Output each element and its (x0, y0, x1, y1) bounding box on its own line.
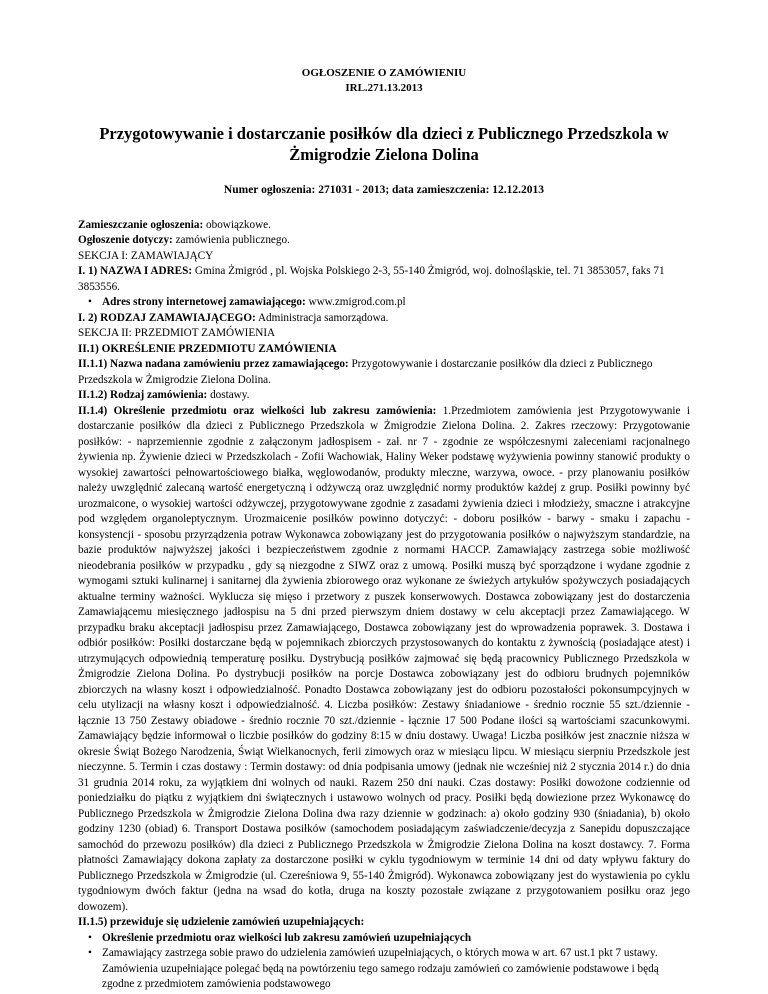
field-value: dostawy. (207, 389, 250, 401)
notice-reference: IRL.271.13.2013 (345, 82, 423, 94)
section-heading: SEKCJA I: ZAMAWIAJĄCY (78, 249, 214, 262)
supplementary-orders-list (78, 931, 690, 993)
field-label: II.1.2) Rodzaj zamówienia: (78, 389, 208, 401)
contract-type (78, 388, 690, 404)
website-link[interactable]: www.zmigrod.com.pl (305, 296, 406, 308)
subsection-heading (78, 342, 690, 358)
field-label: I. 1) NAZWA I ADRES: (78, 265, 193, 277)
field-label: I. 2) RODZAJ ZAMAWIAJĄCEGO: (78, 311, 256, 324)
field-value: zamówienia publicznego. (172, 234, 290, 246)
field-value: Gmina Żmigród , pl. Wojska Polskiego 2-3, 55-140 Żmigród, woj. dolnośląskie, tel. 71 3853057, faks 71 3853556. (78, 265, 665, 293)
publication-mode (78, 218, 690, 234)
subsection-heading (78, 915, 690, 931)
field-label: II.1.1) Nazwa nadana zamówieniu przez zamawiającego: (78, 358, 349, 370)
notice-number-date: Numer ogłoszenia: 271031 - 2013; data zamieszczenia: 12.12.2013 (223, 184, 545, 196)
field-label: Ogłoszenie dotyczy: (78, 234, 173, 246)
list-item-text: Zamawiający zastrzega sobie prawo do udzielenia zamówień uzupełniających, o których mowa w art. 67 ust.1 pkt 7 ustawy. Zamówienia uzupełniające polegać będą na powtórzeniu tego samego rodzaju zamówień co zamówienie podstawowe i będą zgodne z przedmiotem zamówienia podstawowego (102, 947, 659, 990)
list-item (102, 295, 690, 311)
notice-subject (78, 233, 690, 249)
contracting-authority-address (78, 264, 690, 295)
field-value: obowiązkowe. (203, 218, 271, 231)
contract-scope (78, 404, 690, 916)
page-title: Przygotowywanie i dostarczanie posiłków dla dzieci z Publicznego Przedszkola w Żmigrodzie Zielona Dolina (99, 124, 669, 164)
list-item-text: Określenie przedmiotu oraz wielkości lub zakresu zamówień uzupełniających (102, 931, 472, 944)
list-item (102, 946, 690, 993)
contract-name (78, 357, 690, 388)
notice-heading: OGŁOSZENIE O ZAMÓWIENIU (301, 67, 467, 79)
authority-type (78, 311, 690, 327)
field-value: Administracja samorządowa. (255, 311, 389, 324)
field-value: Przygotowywanie i dostarczanie posiłków dla dzieci z Publicznego Przedszkola w Żmigrodzie Zielona Dolina. (78, 358, 653, 386)
field-label: Adres strony internetowej zamawiającego: (102, 296, 306, 308)
field-label: Zamieszczanie ogłoszenia: (78, 218, 204, 231)
section-heading: SEKCJA II: PRZEDMIOT ZAMÓWIENIA (78, 327, 276, 339)
heading-text: II.1.5) przewiduje się udzielenie zamówień uzupełniających: (78, 916, 365, 928)
document-body (78, 218, 690, 993)
website-list (78, 295, 690, 311)
heading-text: II.1) OKREŚLENIE PRZEDMIOTU ZAMÓWIENIA (78, 342, 337, 355)
field-label: II.1.4) Określenie przedmiotu oraz wielkości lub zakresu zamówienia: (78, 404, 437, 417)
field-value: 1.Przedmiotem zamówienia jest Przygotowywanie i dostarczanie posiłków dla dzieci z Publicznego Przedszkola w Żmigrodzie Zielona Dolina. 2. Zakres rzeczowy: Przygotowanie posiłków: - naprzemiennie zgodnie z załączonym jadłospisem - zał. nr 7 - zgodnie ze współczesnymi zaleceniami racjonalnego żywienia np. Żywienie dzieci w Przedszkolach - Zofii Wachowiak, Haliny Weker podstawę wyżywienia powinny stanowić produkty o wysokiej zawartości pełnowartościowego białka, węglowodanów, produkty mleczne, warzywa, owoce. - przy planowaniu posiłków należy uwzględnić zalecaną wartość energetyczną i odżywczą oraz uwzględnić normy produktów każdej z grup. Posiłki powinny być urozmaicone, o wysokiej wartości odżywczej, przygotowywane zgodnie z zasadami żywienia dzieci i młodzieży, smaczne i atrakcyjne pod względem organoleptycznym. Urozmaicenie posiłków powinno dotyczyć: - doboru posiłków - barwy - smaku i zapachu - konsystencji - sposobu przyrządzenia potraw Wykonawca zobowiązany jest do przygotowania posiłków o najwyższym standardzie, na bazie produktów najwyższej jakości i bezpieczeństwem zgodnie z normami HACCP. Zamawiający zastrzega sobie możliwość nieodebrania posiłków w przypadku , gdy są niezgodne z SIWZ oraz z umową. Posiłki muszą być sporządzone i wydane zgodnie z wymogami sztuki kulinarnej i sanitarnej dla żywienia zbiorowego oraz wykonane ze świeżych artykułów spożywczych posiadających aktualne terminy ważności. Wyklucza się mięso i przetwory z puszek konserwowych. Dostawca zobowiązany jest do dostarczenia Zamawiającemu miesięcznego jadłospisu na 5 dni przed pierwszym dniem dostawy w celu akceptacji przez Zamawiającego. W przypadku braku akceptacji jadłospisu przez Zamawiającego, Dostawca zobowiązany jest do wprowadzenia poprawek. 3. Dostawa i odbiór posiłków: Posiłki dostarczane będą w pojemnikach zbiorczych przystosowanych do kontaktu z żywnością (posiadające atest) i utrzymujących odpowiednią temperaturę posiłku. Dystrybucją posiłków zajmować się będą pracownicy Publicznego Przedszkola w Żmigrodzie Zielona Dolina. Po dystrybucji posiłków na porcje Dostawca zobowiązany jest do odbioru brudnych pojemników zbiorczych na własny koszt i odpowiedzialność. Ponadto Dostawca zobowiązany jest do odbioru pozostałości pokonsumpcyjnych w celu utylizacji na własny koszt i odpowiedzialność. 4. Liczba posiłków: Zestawy śniadaniowe - średnio rocznie 55 szt./dziennie - łącznie 13 750 Zestawy obiadowe - średnio rocznie 70 szt./dziennie - łącznie 17 500 Podane ilości są wartościami szacunkowymi. Zamawiający będzie informował o liczbie posiłków do godziny 8:15 w dniu dostawy. Uwaga! Liczba posiłków jest znacznie niższa w okresie Świąt Bożego Narodzenia, Świąt Wielkanocnych, ferii zimowych oraz w miesiącu lipcu. W miesiącu sierpniu Przedszkole jest nieczynne. 5. Termin i czas dostawy : Termin dostawy: od dnia podpisania umowy (jednak nie wcześniej niż 2 stycznia 2014 r.) do dnia 31 grudnia 2014 roku, za wyjątkiem dni wolnych od nauki. Razem 250 dni nauki. Czas dostawy: Posiłki dowożone codziennie od poniedziałku do piątku z wyjątkiem dni świątecznych i ustawowo wolnych od pracy. Posiłki będą dowiezione przez Wykonawcę do Publicznego Przedszkola w Żmigrodzie Zielona Dolina dwa razy dziennie w godzinach: a) około godziny 930 (śniadania), b) około godziny 1230 (obiad) 6. Transport Dostawa posiłków (samochodem posiadającym zaświadczenie/decyzja z Sanepidu dopuszczające samochód do przewozu posiłków) dla dzieci z Publicznego Przedszkola w Żmigrodzie Zielona Dolina na koszt dostawcy. 7. Forma płatności Zamawiający dokona zapłaty za dostarczone posiłki w cyklu tygodniowym w terminie 14 dni od daty wpływu faktury do Publicznego Przedszkola w Żmigrodzie (ul. Czereśniowa 9, 55-140 Żmigród). Wykonawca zobowiązany jest do wystawienia po cyklu tygodniowym dwóch faktur (jedna na wsad do kotła, druga na koszty pozostałe związane z przygotowaniem posiłku oraz jego dowozem). (78, 404, 690, 913)
document-page (78, 0, 690, 993)
list-item (102, 931, 690, 947)
